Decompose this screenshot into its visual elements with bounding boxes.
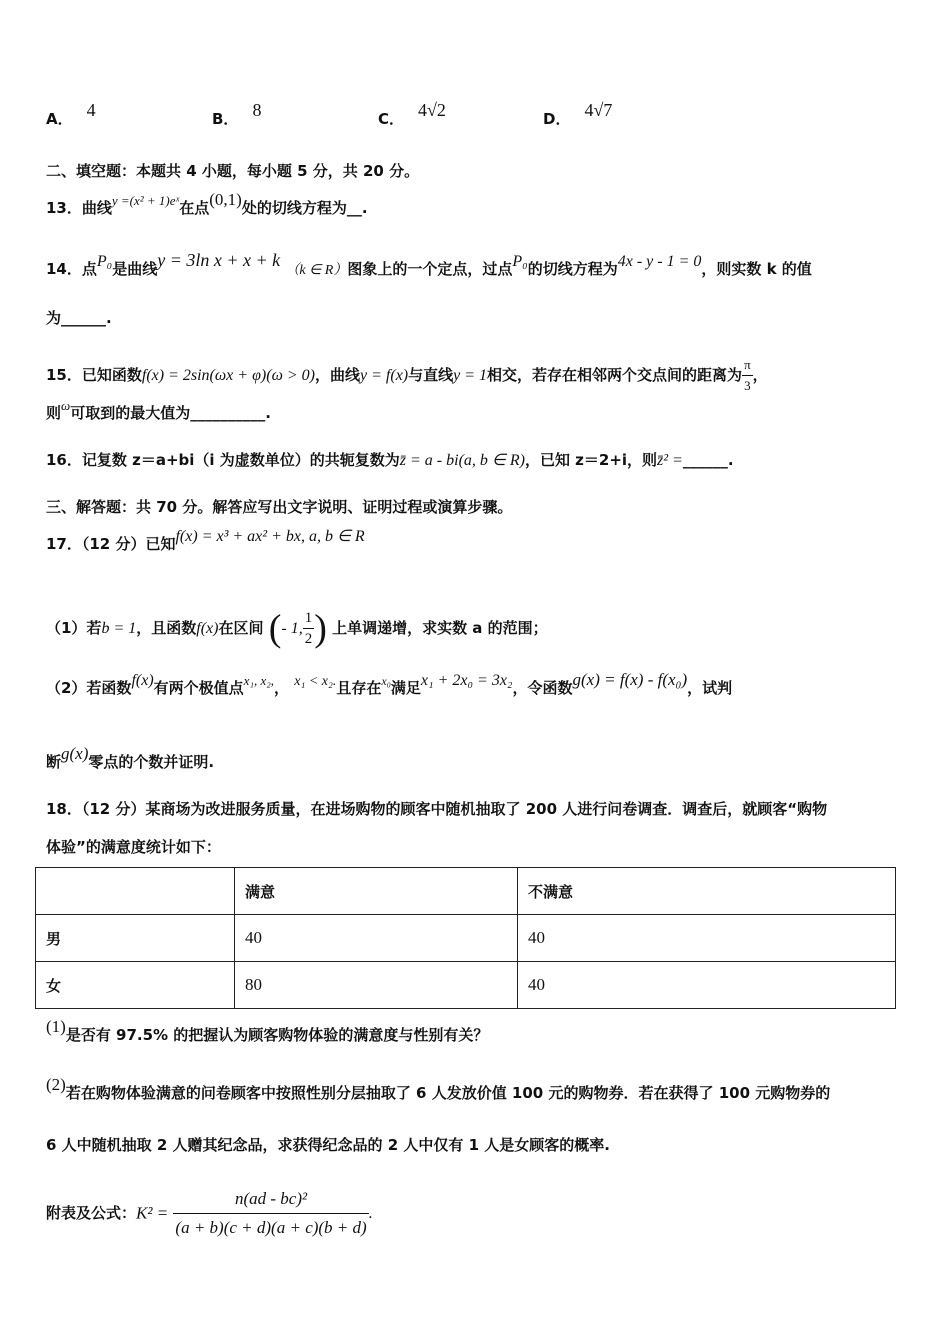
table-header-cell: 不满意 [518, 868, 896, 915]
option-d: D． 4√7 [543, 100, 613, 128]
section-3-heading: 三、解答题：共 70 分。解答应写出文字说明、证明过程或演算步骤。 [46, 498, 513, 516]
table-cell: 40 [518, 915, 896, 962]
question-18-part-2-cont: 6 人中随机抽取 2 人赠其纪念品，求获得纪念品的 2 人中仅有 1 人是女顾客的概率. [46, 1136, 611, 1154]
question-18-line-2: 体验”的满意度统计如下： [46, 838, 221, 856]
table-cell: 女 [36, 962, 235, 1009]
question-16: 16．记复数 z＝a+bi（i 为虚数单位）的共轭复数为z̄ = a - bi(a, b ∈ R)，已知 z＝2+i，则z̄² =______. [46, 451, 734, 469]
table-row [36, 962, 896, 1009]
question-17: 17．（12 分）已知f(x) = x³ + ax² + bx, a, b ∈ R [46, 528, 365, 553]
table-row [36, 915, 896, 962]
table-header-cell: 满意 [235, 868, 518, 915]
question-14: 14．点P₀是曲线y = 3ln x + x + k （k ∈ R）图象上的一个定点，过点P₀的切线方程为4x - y - 1 = 0，则实数 k 的值 [46, 250, 812, 278]
question-17-part-1: （1）若b = 1，且函数f(x)在区间 (- 1, $\frac{1}{2}$ ) 上单调递增，求实数 a 的范围； [46, 607, 548, 650]
question-14-cont: 为______. [46, 309, 112, 327]
table-header-cell [36, 868, 235, 915]
option-b: B． 8 [212, 100, 262, 128]
question-15: 15．已知函数f(x) = 2sin(ωx + φ)(ω > 0)，曲线y = f(x)与直线y = 1相交，若存在相邻两个交点间的距离为 $\frac{\pi}{3}$ ， [46, 357, 768, 393]
formula-line: 附表及公式：K² = $\frac{\text{n(ad - bc)²}}{(a + b)(c + d)(a + c)(b + d)}$ . [46, 1185, 373, 1242]
question-13: 13．曲线y =(x² + 1)eˣ在点(0,1)处的切线方程为__. [46, 190, 368, 217]
table-cell: 男 [36, 915, 235, 962]
section-2-heading: 二、填空题：本题共 4 小题，每小题 5 分，共 20 分。 [46, 162, 420, 180]
option-c: C． 4√2 [378, 100, 446, 128]
question-18-part-2: (2)若在购物体验满意的问卷顾客中按照性别分层抽取了 6 人发放价值 100 元的购物券．若在获得了 100 元购物券的 [46, 1075, 831, 1102]
table-cell: 80 [235, 962, 518, 1009]
question-15-cont: 则ω可取到的最大值为__________. [46, 398, 271, 422]
question-18: 18．（12 分）某商场为改进服务质量，在进场购物的顾客中随机抽取了 200 人进行问卷调查．调查后，就顾客“购物 [46, 800, 828, 818]
option-a: A． 4 [46, 100, 96, 128]
table-header-row [36, 868, 896, 915]
question-17-part-2-cont: 断g(x)零点的个数并证明. [46, 744, 215, 771]
table-cell: 40 [235, 915, 518, 962]
question-17-part-2: （2）若函数f(x)有两个极值点x₁, x₂,， x₁ < x₂.且存在$^{x_0}$满足x₁ + 2x₀ = 3x₂，令函数g(x) = f(x) - f(x₀)，试判 [46, 670, 733, 697]
satisfaction-table [35, 867, 896, 1009]
question-18-part-1: (1)是否有 97.5% 的把握认为顾客购物体验的满意度与性别有关？ [46, 1017, 489, 1044]
table-cell: 40 [518, 962, 896, 1009]
